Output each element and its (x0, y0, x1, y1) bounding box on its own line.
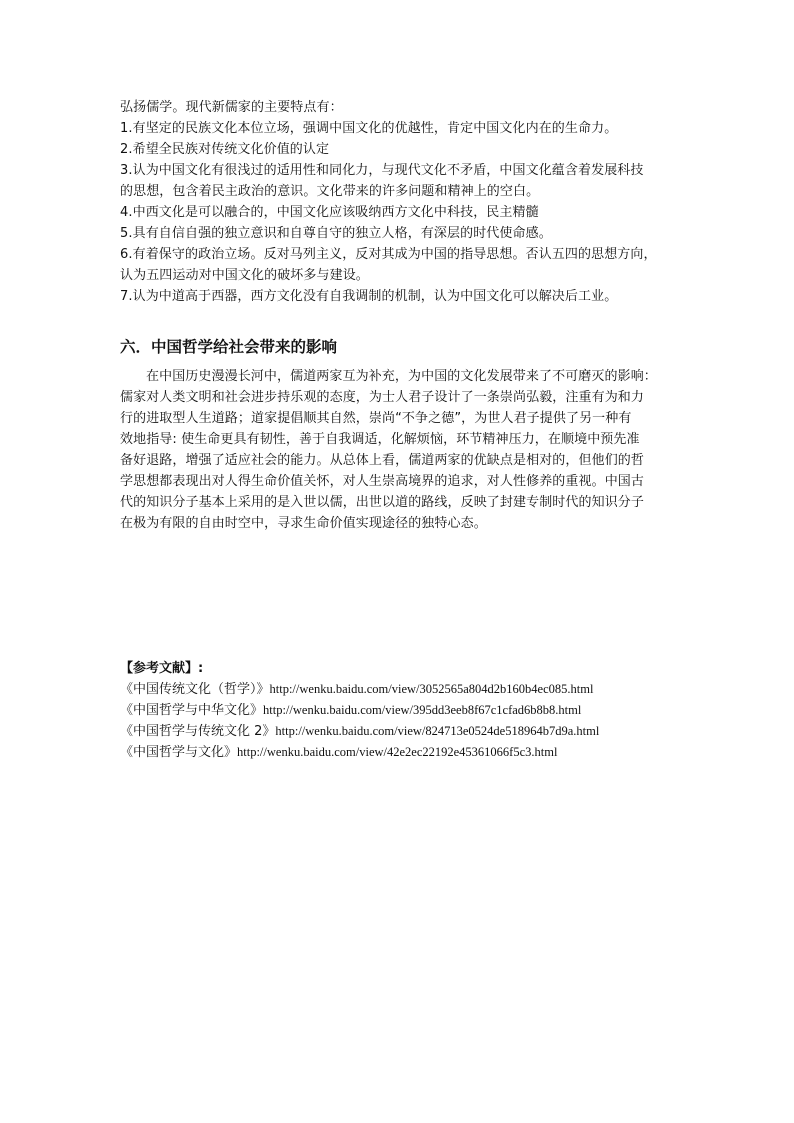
paragraph-line-1: 在中国历史漫漫长河中，儒道两家互为补充，为中国的文化发展带来了不可磨灭的影响： (146, 369, 657, 384)
paragraph-line-5: 备好退路，增强了适应社会的能力。从总体上看，儒道两家的优缺点是相对的，但他们的哲 (120, 453, 645, 468)
section-heading: 六．中国哲学给社会带来的影响 (120, 337, 338, 356)
feature-line-3-cont: 的思想，包含着民主政治的意识。文化带来的许多问题和精神上的空白。 (120, 184, 540, 199)
feature-line-6-cont: 认为五四运动对中国文化的破坏多与建设。 (120, 268, 369, 283)
feature-line-1: 1.有坚定的民族文化本位立场，强调中国文化的优越性，肯定中国文化内在的生命力。 (120, 121, 618, 136)
reference-link[interactable]: http://wenku.baidu.com/view/395dd3eeb8f67c1cfad6b8b8.html (263, 703, 582, 717)
paragraph-line-7: 代的知识分子基本上采用的是入世以儒，出世以道的路线，反映了封建专制时代的知识分子 (120, 495, 645, 510)
reference-item (120, 721, 599, 742)
feature-line-6: 6.有着保守的政治立场。反对马列主义，反对其成为中国的指导思想。否认五四的思想方向， (120, 247, 657, 262)
reference-item (120, 679, 593, 700)
paragraph-line-3: 行的进取型人生道路；道家提倡顺其自然，崇尚“不争之德”，为世人君子提供了另一种有 (120, 411, 632, 426)
feature-line-2: 2.希望全民族对传统文化价值的认定 (120, 142, 330, 157)
reference-title: 《中国哲学与传统文化 2》 (120, 724, 276, 739)
reference-link[interactable]: http://wenku.baidu.com/view/824713e0524de518964b7d9a.html (275, 724, 600, 738)
references-title: 【参考文献】: (120, 661, 204, 676)
paragraph-line-6: 学思想都表现出对人得生命价值关怀，对人生崇高境界的追求，对人性修养的重视。中国古 (120, 474, 645, 489)
reference-title: 《中国哲学与文化》 (120, 745, 238, 760)
feature-line-3: 3.认为中国文化有很浅过的适用性和同化力，与现代文化不矛盾，中国文化蕴含着发展科技 (120, 163, 644, 178)
paragraph-line-8: 在极为有限的自由时空中，寻求生命价值实现途径的独特心态。 (120, 516, 487, 531)
reference-link[interactable]: http://wenku.baidu.com/view/42e2ec22192e45361066f5c3.html (237, 745, 558, 759)
reference-link[interactable]: http://wenku.baidu.com/view/3052565a804d2b160b4ec085.html (269, 682, 594, 696)
feature-line-7: 7.认为中道高于西器，西方文化没有自我调制的机制，认为中国文化可以解决后工业。 (120, 289, 618, 304)
paragraph-line-4: 效地指导: 使生命更具有韧性，善于自我调适，化解烦恼，环节精神压力，在顺境中预先准 (120, 432, 640, 447)
reference-item (120, 700, 581, 721)
reference-title: 《中国传统文化（哲学）》 (120, 682, 270, 697)
reference-title: 《中国哲学与中华文化》 (120, 703, 264, 718)
feature-line-5: 5.具有自信自强的独立意识和自尊自守的独立人格，有深层的时代使命感。 (120, 226, 552, 241)
intro-line: 弘扬儒学。现代新儒家的主要特点有： (120, 100, 343, 115)
feature-line-4: 4.中西文化是可以融合的，中国文化应该吸纳西方文化中科技，民主精髓 (120, 205, 539, 220)
paragraph-line-2: 儒家对人类文明和社会进步持乐观的态度，为士人君子设计了一条崇尚弘毅，注重有为和力 (120, 390, 645, 405)
reference-item (120, 742, 557, 763)
